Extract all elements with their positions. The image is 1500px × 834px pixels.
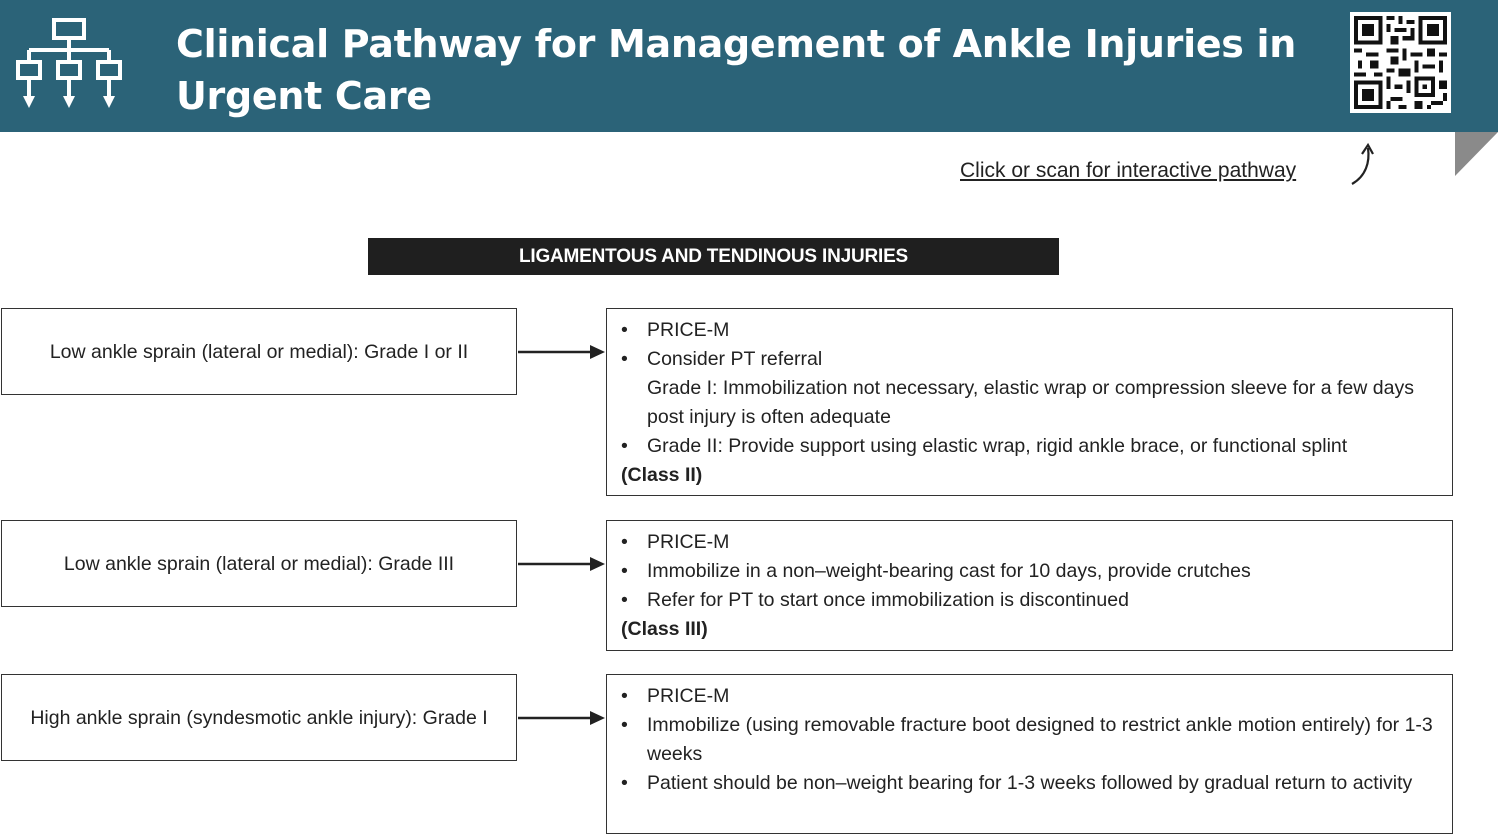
list-item: • Consider PT referral bbox=[621, 345, 1440, 374]
arrow-connector bbox=[518, 710, 606, 726]
condition-box bbox=[1, 674, 517, 761]
management-box bbox=[606, 674, 1453, 834]
condition-box bbox=[1, 308, 517, 395]
list-item: • PRICE-M bbox=[621, 528, 1440, 557]
arrow-connector bbox=[518, 344, 606, 360]
curved-arrow-up-icon bbox=[1344, 138, 1384, 190]
evidence-class: (Class III) bbox=[621, 618, 708, 640]
management-box bbox=[606, 308, 1453, 496]
list-item: • Refer for PT to start once immobilization is discontinued bbox=[621, 586, 1440, 615]
page-title: Clinical Pathway for Management of Ankle Injuries in Urgent Care bbox=[176, 22, 1297, 118]
condition-box bbox=[1, 520, 517, 607]
list-item: • Immobilize (using removable fracture boot designed to restrict ankle motion entirely) for 1-3 weeks bbox=[621, 711, 1440, 769]
management-box bbox=[606, 520, 1453, 651]
flowchart-icon bbox=[14, 16, 124, 112]
section-heading: LIGAMENTOUS AND TENDINOUS INJURIES bbox=[368, 238, 1059, 275]
condition-label: Low ankle sprain (lateral or medial): Grade I or II bbox=[49, 340, 469, 363]
list-item: • Grade II: Provide support using elastic wrap, rigid ankle brace, or functional splint bbox=[621, 432, 1440, 461]
list-item: • Immobilize in a non–weight-bearing cast for 10 days, provide crutches bbox=[621, 557, 1440, 586]
header-banner bbox=[0, 0, 1498, 132]
condition-label: Low ankle sprain (lateral or medial): Grade III bbox=[63, 552, 455, 575]
list-item: • Patient should be non–weight bearing for 1-3 weeks followed by gradual return to activity bbox=[621, 769, 1440, 798]
list-item: • PRICE-M bbox=[621, 682, 1440, 711]
page-corner-fold bbox=[1455, 132, 1498, 176]
condition-label: High ankle sprain (syndesmotic ankle injury): Grade I bbox=[30, 706, 488, 729]
qr-code-icon[interactable] bbox=[1350, 12, 1451, 113]
arrow-connector bbox=[518, 556, 606, 572]
list-item: Grade I: Immobilization not necessary, elastic wrap or compression sleeve for a few days post injury is often adequate bbox=[647, 377, 1414, 428]
evidence-class: (Class II) bbox=[621, 464, 703, 486]
interactive-pathway-link[interactable]: Click or scan for interactive pathway bbox=[960, 159, 1297, 182]
list-item: • PRICE-M bbox=[621, 316, 1440, 345]
